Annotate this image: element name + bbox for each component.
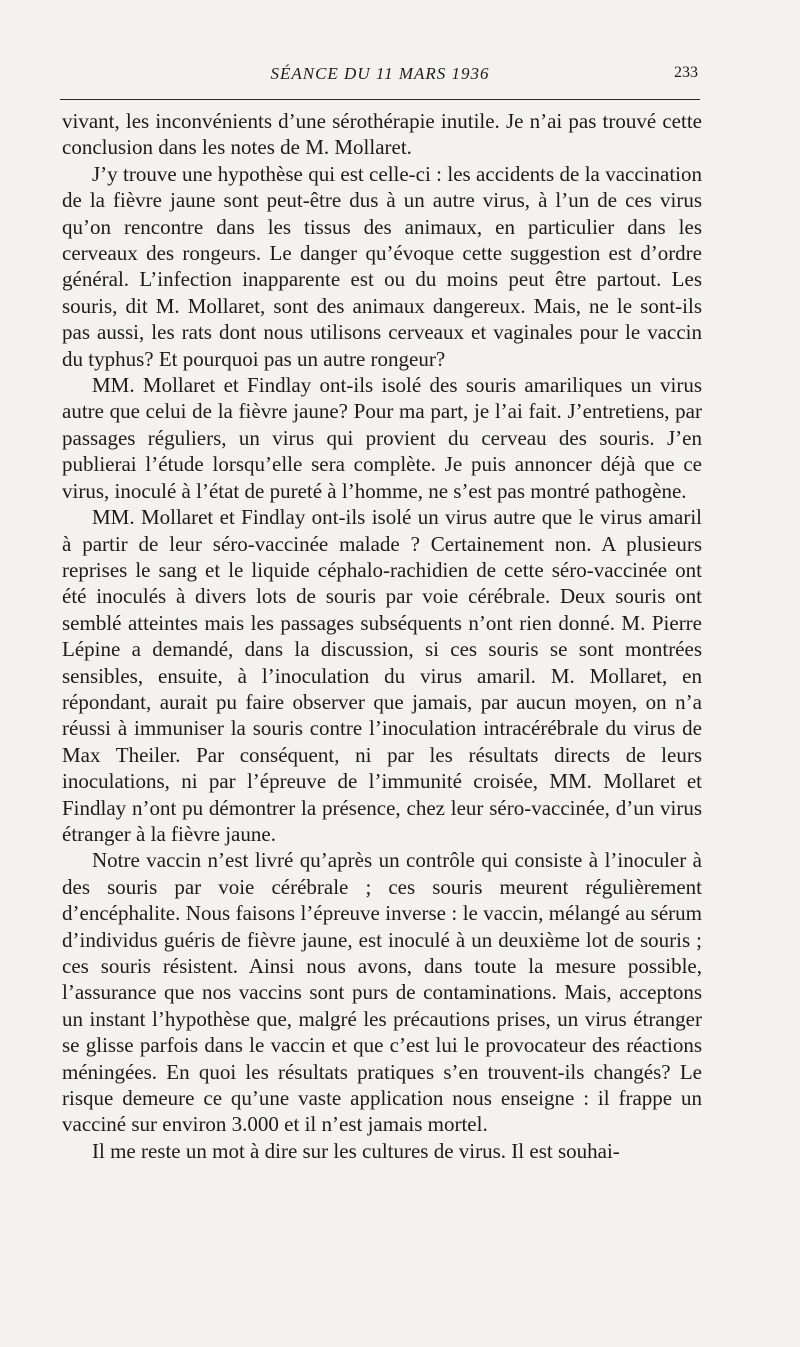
paragraph: MM. Mollaret et Findlay ont-ils isolé des souris amariliques un virus autre que celui de la fièvre jaune? Pour ma part, je l’ai fait. J’entretiens, par passages réguliers, un virus qui provient du cerveau des souris. J’en publierai l’étude lorsqu’elle sera complète. Je puis annoncer déjà que ce virus, inoculé à l’état de pureté à l’homme, ne s’est pas montré pathogène. — [62, 373, 702, 503]
body-text — [62, 108, 702, 1164]
page-number: 233 — [674, 64, 698, 81]
paragraph: Notre vaccin n’est livré qu’après un contrôle qui consiste à l’inoculer à des souris par voie cérébrale ; ces souris meurent régulièrement d’encéphalite. Nous faisons l’épreuve inverse : le vaccin, mélangé au sérum d’individus guéris de fièvre jaune, est inoculé à un deuxième lot de souris ; ces souris résistent. Ainsi nous avons, dans toute la mesure possible, l’assurance que nos vaccins sont purs de contaminations. Mais, acceptons un instant l’hypothèse que, malgré les précautions prises, un virus étranger se glisse parfois dans le vaccin et que c’est lui le provocateur des réactions méningées. En quoi les résultats pratiques s’en trouvent-ils changés? Le risque demeure ce qu’une vaste application nous enseigne : il frappe un vacciné sur environ 3.000 et il n’est jamais mortel. — [62, 848, 702, 1137]
page-header — [60, 64, 700, 90]
paragraph: J’y trouve une hypothèse qui est celle-ci : les accidents de la vaccination de la fièvre jaune sont peut-être dus à un autre virus, à l’un de ces virus qu’on rencontre dans les tissus des animaux, en particulier dans les cerveaux des rongeurs. Le danger qu’évoque cette suggestion est d’ordre général. L’infection inapparente est ou du moins peut être partout. Les souris, dit M. Mollaret, sont des animaux dangereux. Mais, ne le sont-ils pas aussi, les rats dont nous utilisons cerveaux et vaginales pour le vaccin du typhus? Et pourquoi pas un autre rongeur? — [62, 161, 702, 371]
paragraph: vivant, les inconvénients d’une sérothérapie inutile. Je n’ai pas trouvé cette conclusion dans les notes de M. Mollaret. — [62, 109, 702, 160]
paragraph: Il me reste un mot à dire sur les cultures de virus. Il est souhai- — [92, 1138, 620, 1163]
header-rule — [60, 99, 700, 100]
running-title: SÉANCE DU 11 MARS 1936 — [270, 64, 490, 83]
paragraph: MM. Mollaret et Findlay ont-ils isolé un virus autre que le virus amaril à partir de leur séro-vaccinée malade ? Certainement non. A plusieurs reprises le sang et le liquide céphalo-rachidien de cette séro-vaccinée ont été inoculés à divers lots de souris par voie cérébrale. Deux souris ont semblé atteintes mais les passages subséquents n’ont rien donné. M. Pierre Lépine a demandé, dans la discussion, si ces souris se sont montrées sensibles, ensuite, à l’inoculation du virus amaril. M. Mollaret, en répondant, aurait pu faire observer que jamais, par aucun moyen, on n’a réussi à immuniser la souris contre l’inoculation intracérébrale du virus de Max Theiler. Par conséquent, ni par les résultats directs de leurs inoculations, ni par l’épreuve de l’immunité croisée, MM. Mollaret et Findlay n’ont pu démontrer la présence, chez leur séro-vaccinée, d’un virus étranger à la fièvre jaune. — [62, 505, 702, 846]
